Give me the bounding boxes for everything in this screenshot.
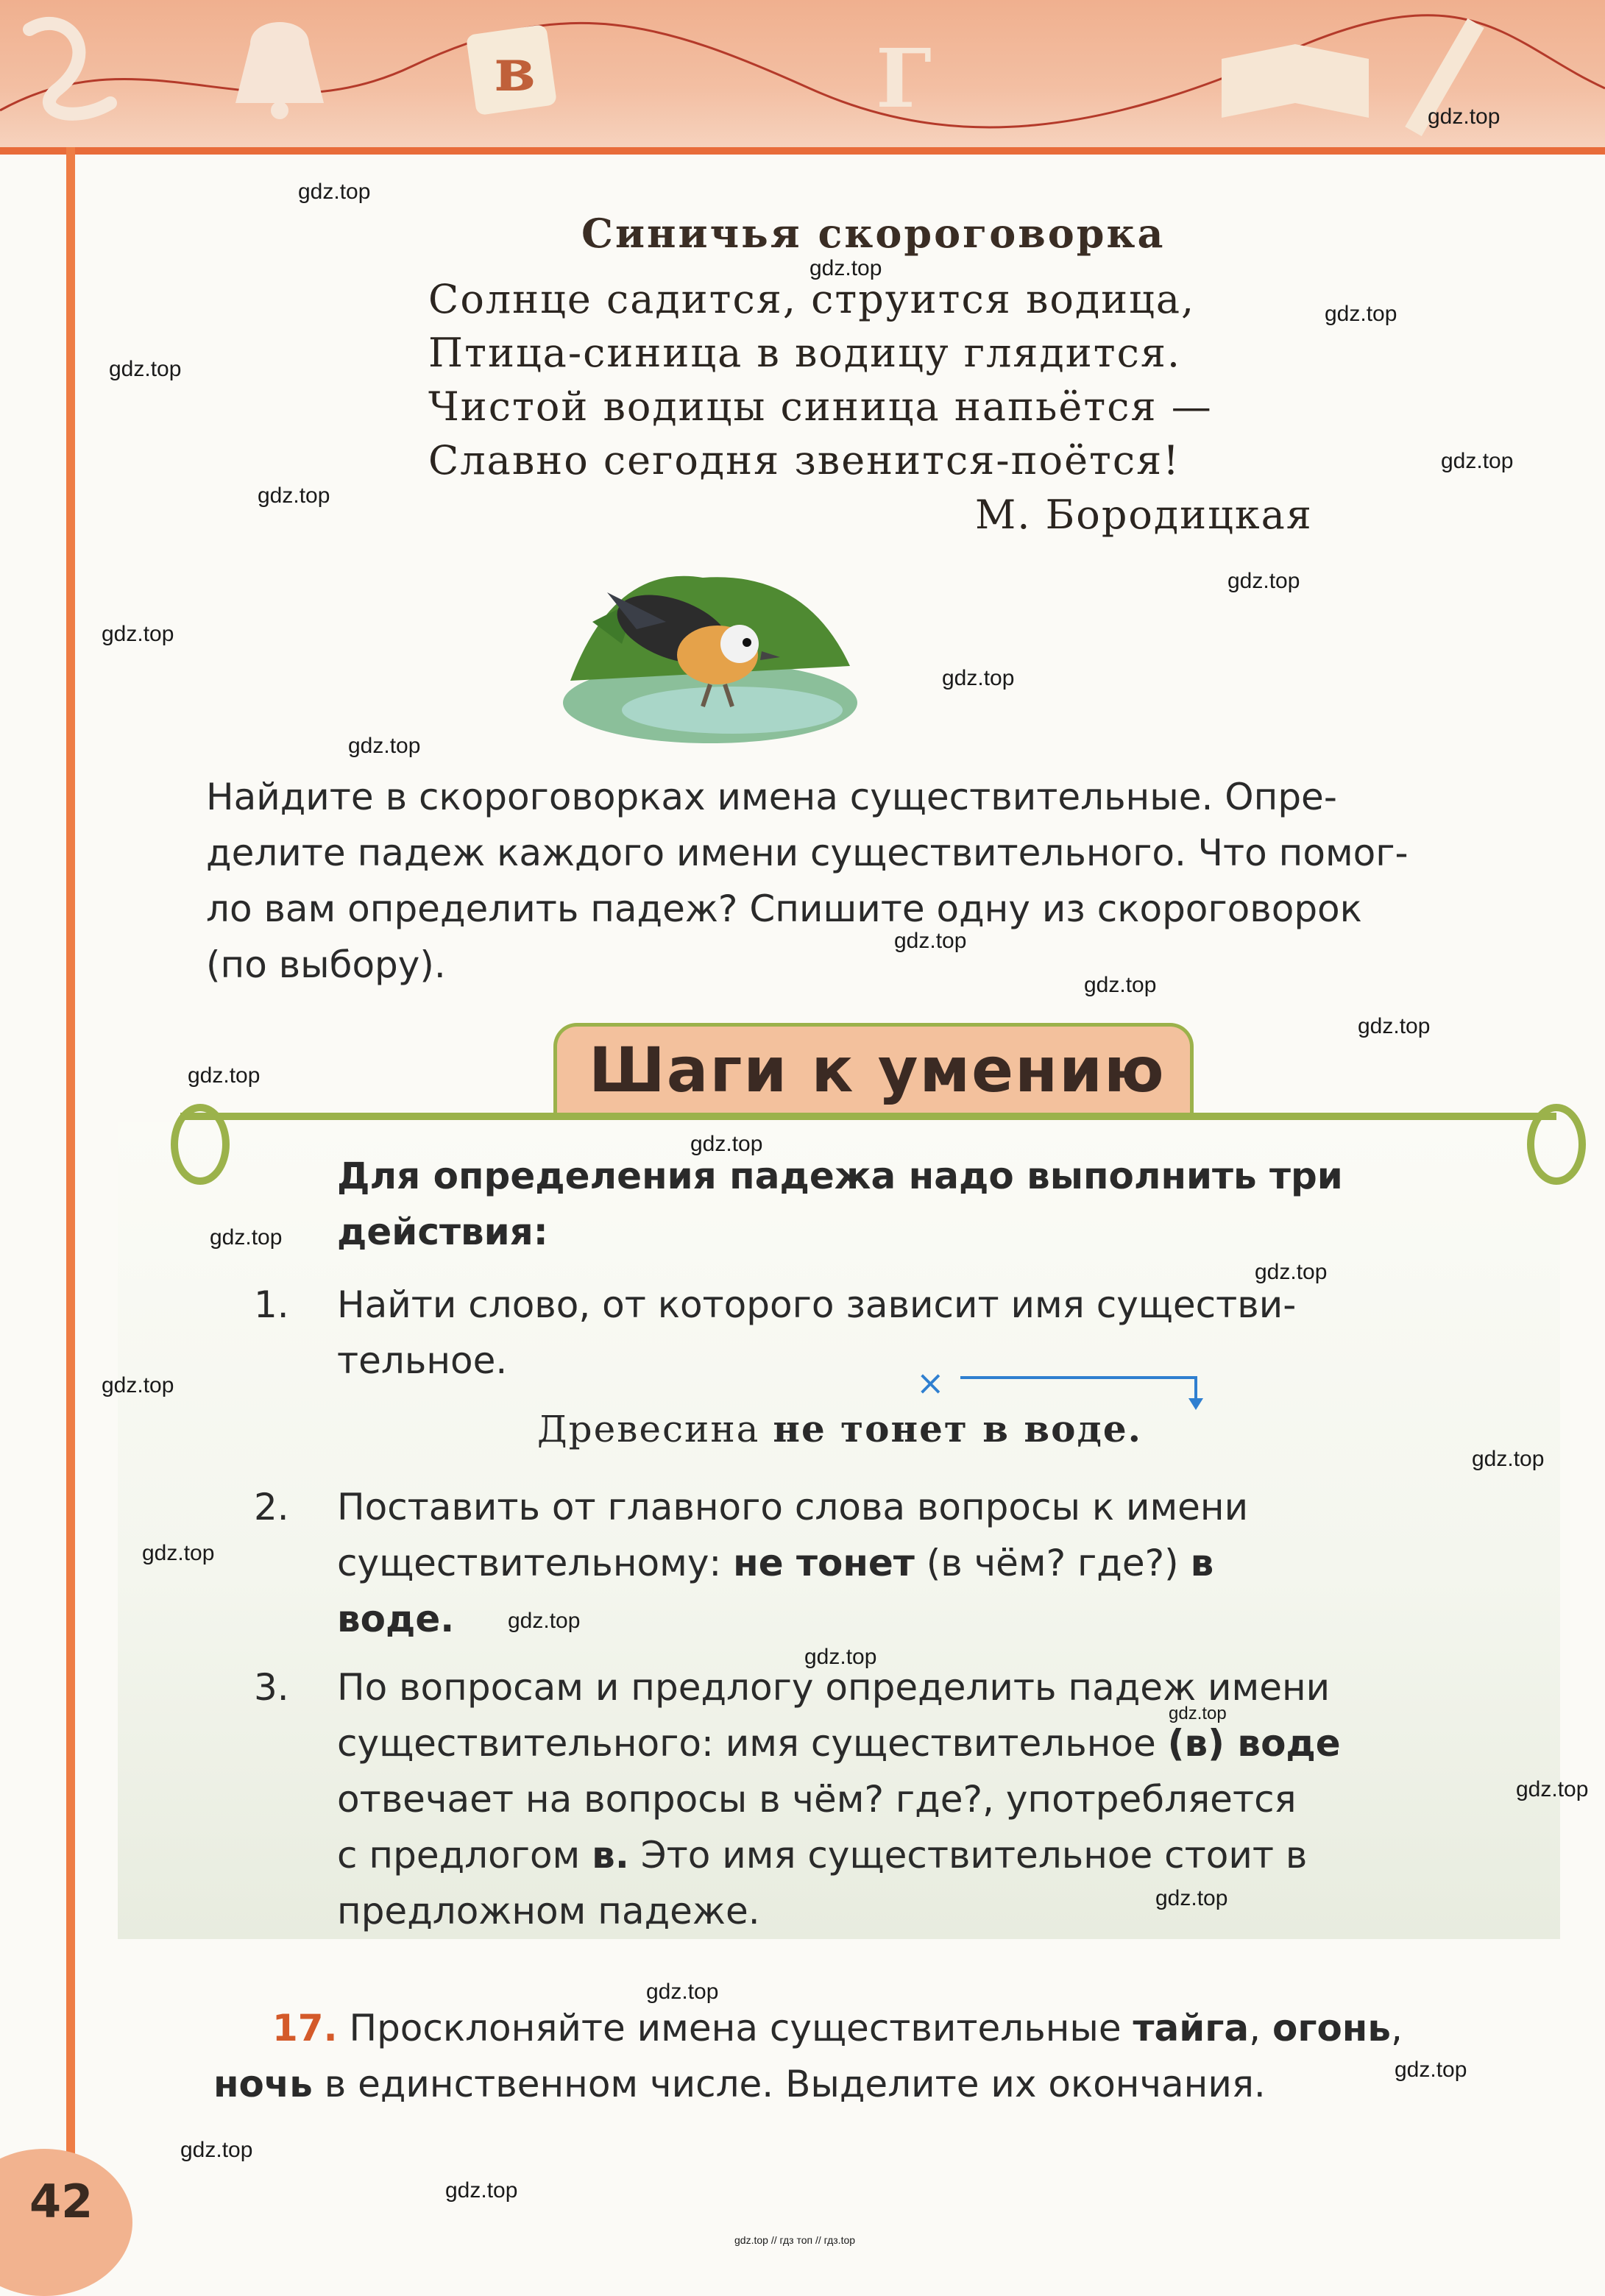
step-number: 2. bbox=[254, 1486, 289, 1528]
exercise-text: Просклоняйте имена существительные bbox=[337, 2007, 1133, 2049]
example-plain: Древесина bbox=[537, 1408, 773, 1450]
example-bold: не тонет в воде. bbox=[773, 1407, 1143, 1450]
task-line: ло вам определить падеж? Спишите одну из скороговорок bbox=[206, 887, 1362, 930]
step-text-plain: с предлогом bbox=[337, 1834, 592, 1877]
watermark: gdz.top bbox=[258, 483, 330, 508]
poem-line: Солнце садится, струится водица, bbox=[428, 276, 1196, 322]
margin-stripe bbox=[66, 147, 75, 2252]
titmouse-illustration bbox=[526, 534, 879, 754]
watermark: gdz.top bbox=[1325, 302, 1397, 326]
step-text: Найти слово, от которого зависит имя существи- bbox=[337, 1283, 1297, 1326]
step-text-bold: в. bbox=[592, 1834, 629, 1877]
poem-title: Синичья скороговорка bbox=[581, 210, 1166, 257]
main-word-mark: × bbox=[916, 1363, 945, 1403]
watermark: gdz.top bbox=[1428, 104, 1501, 129]
poem-line: Славно сегодня звенится-поётся! bbox=[428, 437, 1180, 483]
watermark: gdz.top bbox=[298, 180, 371, 204]
step-text-plain: существительному: bbox=[337, 1542, 734, 1584]
step-text-bold: (в) воде bbox=[1167, 1722, 1341, 1765]
skills-rule bbox=[180, 1113, 1556, 1120]
banner-letter-g: Г bbox=[876, 31, 932, 126]
watermark: gdz.top bbox=[445, 2178, 518, 2203]
step-text: воде. bbox=[337, 1598, 455, 1640]
exercise-17-cont bbox=[213, 2056, 1266, 2112]
task-paragraph bbox=[206, 769, 1531, 993]
watermark: gdz.top bbox=[804, 1645, 877, 1669]
step-text: отвечает на вопросы в чём? где?, употребляется bbox=[337, 1778, 1297, 1821]
step-text: Поставить от главного слова вопросы к имени bbox=[337, 1486, 1249, 1528]
step-number: 1. bbox=[254, 1283, 289, 1326]
watermark: gdz.top bbox=[180, 2138, 253, 2162]
watermark: gdz.top bbox=[1084, 973, 1157, 997]
skills-intro: Для определения падежа надо выполнить три bbox=[337, 1155, 1343, 1197]
skills-title: Шаги к умению bbox=[589, 1034, 1166, 1106]
exercise-sep: , bbox=[1390, 2007, 1403, 2049]
watermark: gdz.top bbox=[690, 1132, 763, 1156]
exercise-sep: , bbox=[1249, 2007, 1272, 2049]
exercise-17 bbox=[272, 2000, 1403, 2056]
banner-letter-v: в bbox=[495, 35, 536, 104]
watermark: gdz.top bbox=[1441, 449, 1514, 473]
watermark: gdz.top bbox=[348, 734, 421, 758]
exercise-word: тайга bbox=[1133, 2007, 1250, 2049]
book-icon bbox=[1222, 44, 1369, 118]
step-text bbox=[337, 1535, 1214, 1591]
watermark: gdz.top bbox=[809, 256, 882, 280]
step-text: По вопросам и предлогу определить падеж имени bbox=[337, 1666, 1331, 1709]
watermark: gdz.top bbox=[1255, 1260, 1328, 1284]
step-text-plain: Это имя существительное стоит в bbox=[628, 1834, 1308, 1877]
step-text bbox=[337, 1827, 1307, 1883]
watermark: gdz.top bbox=[188, 1063, 261, 1088]
step-text-plain: существительного: имя существительное bbox=[337, 1722, 1168, 1765]
poem-line: Чистой водицы синица напьётся — bbox=[428, 383, 1213, 430]
watermark: gdz.top bbox=[1472, 1447, 1545, 1471]
watermark: gdz.top bbox=[646, 1980, 719, 2004]
skills-intro: действия: bbox=[337, 1211, 548, 1253]
step-text: предложном падеже. bbox=[337, 1890, 760, 1932]
watermark: gdz.top bbox=[109, 357, 182, 381]
watermark: gdz.top bbox=[142, 1541, 215, 1565]
step-text-question: (в чём? где?) bbox=[914, 1542, 1191, 1584]
exercise-number: 17. bbox=[272, 2007, 338, 2049]
watermark: gdz.top bbox=[102, 622, 174, 646]
exercise-text: в единственном числе. Выделите их окончания. bbox=[312, 2063, 1266, 2105]
watermark: gdz.top bbox=[1169, 1704, 1227, 1723]
watermark: gdz.top bbox=[894, 929, 967, 953]
scroll-curl-right-icon bbox=[1527, 1104, 1586, 1185]
watermark: gdz.top bbox=[102, 1373, 174, 1397]
task-line: Найдите в скороговорках имена существительные. Опре- bbox=[206, 776, 1337, 818]
watermark: gdz.top bbox=[1358, 1014, 1431, 1038]
task-line: делите падеж каждого имени существительного. Что помог- bbox=[206, 832, 1409, 874]
watermark: gdz.top bbox=[1395, 2058, 1467, 2082]
step-text-bold: не тонет bbox=[733, 1542, 915, 1584]
task-line: (по выбору). bbox=[206, 943, 446, 986]
step-text-bold: в bbox=[1190, 1542, 1214, 1584]
banner-ornament-icon bbox=[0, 0, 1605, 147]
page-number: 42 bbox=[29, 2175, 93, 2228]
watermark: gdz.top bbox=[1227, 569, 1300, 593]
watermark: gdz.top bbox=[1155, 1886, 1228, 1910]
watermark: gdz.top bbox=[508, 1609, 581, 1633]
bottom-notice: gdz.top // гдз топ // гдз.top bbox=[734, 2234, 856, 2246]
poem-author: М. Бородицкая bbox=[975, 492, 1313, 538]
example-sentence bbox=[537, 1407, 1142, 1450]
dependency-arrow bbox=[916, 1369, 1211, 1413]
exercise-word: ночь bbox=[213, 2063, 313, 2105]
watermark: gdz.top bbox=[210, 1225, 283, 1250]
exercise-word: огонь bbox=[1272, 2007, 1391, 2049]
scroll-curl-left-icon bbox=[171, 1104, 230, 1185]
step-text: тельное. bbox=[337, 1339, 508, 1382]
arrow-icon bbox=[916, 1369, 1211, 1413]
header-banner bbox=[0, 0, 1605, 155]
bird-icon bbox=[526, 534, 879, 754]
step-number: 3. bbox=[254, 1666, 289, 1709]
watermark: gdz.top bbox=[1516, 1777, 1589, 1801]
bell-icon bbox=[235, 22, 324, 119]
poem-line: Птица-синица в водицу глядится. bbox=[428, 330, 1182, 376]
watermark: gdz.top bbox=[942, 666, 1015, 690]
